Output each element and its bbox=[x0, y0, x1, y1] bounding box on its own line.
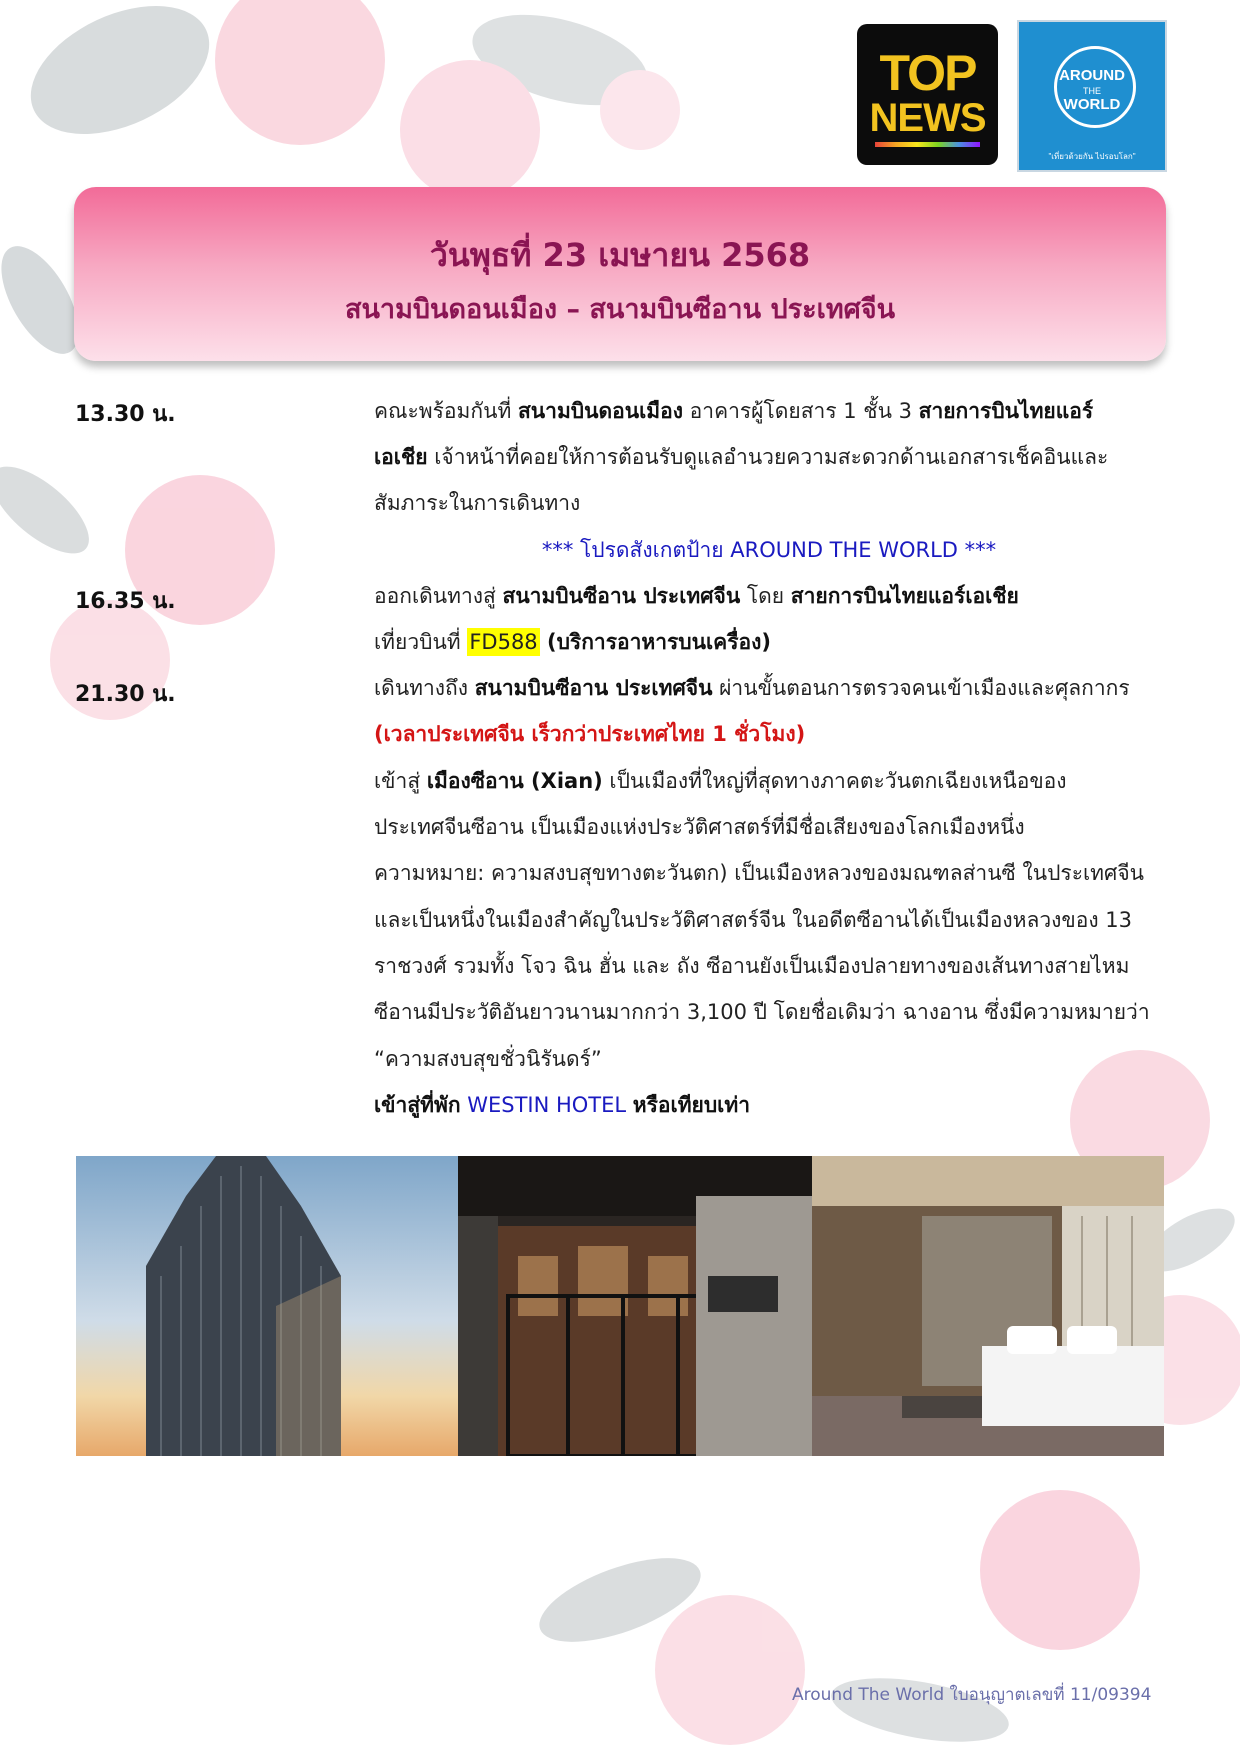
hotel-exterior-photo bbox=[76, 1156, 458, 1456]
place-name: สนามบินซีอาน ประเทศจีน bbox=[474, 676, 713, 700]
day-banner bbox=[74, 187, 1166, 361]
text-span: โดย bbox=[740, 584, 791, 608]
hotel-suffix: หรือเทียบเท่า bbox=[632, 1093, 750, 1117]
text-span: คณะพร้อมกันที่ bbox=[374, 399, 518, 423]
itinerary-line: และเป็นหนึ่งในเมืองสำคัญในประวัติศาสตร์จีน ในอดีตซีอานได้เป็นเมืองหลวงของ 13 bbox=[374, 908, 1132, 932]
day-date: วันพุธที่ 23 เมษายน 2568 bbox=[429, 236, 811, 274]
text-span: เป็นเมืองที่ใหญ่ที่สุดทางภาคตะวันตกเฉียงเหนือของ bbox=[602, 769, 1067, 793]
topnews-logo-line2: NEWS bbox=[869, 96, 986, 140]
hotel-entrance-photo bbox=[458, 1156, 812, 1456]
hotel-prefix: เข้าสู่ที่พัก bbox=[374, 1093, 461, 1117]
meal-note: (บริการอาหารบนเครื่อง) bbox=[539, 630, 771, 654]
itinerary-line bbox=[374, 627, 1164, 657]
airline-name: เอเชีย bbox=[374, 445, 428, 469]
sign-notice: *** โปรดสังเกตป้าย AROUND THE WORLD *** bbox=[541, 538, 997, 562]
topnews-logo-stripe bbox=[875, 142, 980, 147]
itinerary-line bbox=[374, 442, 1164, 472]
hotel-line bbox=[374, 1090, 1164, 1120]
airline-name: สายการบินไทยแอร์ bbox=[918, 399, 1094, 423]
text-span: อาคารผู้โดยสาร 1 ชั้น 3 bbox=[682, 399, 919, 423]
topnews-logo-line1: TOP bbox=[879, 45, 976, 101]
hotel-room-photo bbox=[812, 1156, 1164, 1456]
itinerary-line bbox=[374, 396, 1164, 426]
atw-logo-line2: THE bbox=[1083, 86, 1101, 96]
flight-number: FD588 bbox=[469, 630, 538, 654]
itinerary-line: “ความสงบสุขชั่วนิรันดร์” bbox=[374, 1047, 602, 1071]
itinerary-line: ราชวงศ์ รวมทั้ง โจว ฉิน ฮั่น และ ถัง ซีอานยังเป็นเมืองปลายทางของเส้นทางสายไหม bbox=[374, 954, 1130, 978]
itinerary-line: ความหมาย: ความสงบสุขทางตะวันตก) เป็นเมืองหลวงของมณฑลส่านซี ในประเทศจีน bbox=[374, 861, 1144, 885]
atw-logo-line3: WORLD bbox=[1063, 96, 1121, 113]
itinerary-line: ประเทศจีนซีอาน เป็นเมืองแห่งประวัติศาสตร์ที่มีชื่อเสียงของโลกเมืองหนึ่ง bbox=[374, 815, 1025, 839]
atw-logo-tagline: "เที่ยวด้วยกัน ไปรอบโลก" bbox=[1048, 152, 1136, 161]
text-span: เที่ยวบินที่ bbox=[374, 630, 468, 654]
itinerary-line bbox=[374, 581, 1164, 611]
atw-logo-line1: AROUND bbox=[1059, 67, 1125, 84]
text-span: ออกเดินทางสู่ bbox=[374, 584, 503, 608]
text-span: เจ้าหน้าที่คอยให้การต้อนรับดูแลอำนวยความสะดวกด้านเอกสารเช็คอินและ bbox=[427, 445, 1109, 469]
city-name: เมืองซีอาน (Xian) bbox=[426, 769, 603, 793]
itinerary-line bbox=[374, 673, 1164, 703]
time-1: 13.30 น. bbox=[75, 402, 176, 427]
hotel-name: WESTIN HOTEL bbox=[460, 1093, 633, 1117]
text-span: เดินทางถึง bbox=[374, 676, 475, 700]
time-3: 21.30 น. bbox=[75, 682, 176, 707]
text-span: เข้าสู่ bbox=[374, 769, 427, 793]
license-footer: Around The World ใบอนุญาตเลขที่ 11/09394 bbox=[792, 1685, 1152, 1705]
topnews-logo bbox=[857, 24, 998, 165]
itinerary-line: ซีอานมีประวัติอันยาวนานมากกว่า 3,100 ปี โดยชื่อเดิมว่า ฉางอาน ซึ่งมีความหมายว่า bbox=[374, 1000, 1150, 1024]
place-name: สนามบินซีอาน ประเทศจีน bbox=[502, 584, 741, 608]
airline-name: สายการบินไทยแอร์เอเชีย bbox=[790, 584, 1019, 608]
flower-decoration-bottom bbox=[500, 1480, 1240, 1753]
time-2: 16.35 น. bbox=[75, 589, 176, 614]
around-the-world-logo bbox=[1017, 20, 1167, 172]
itinerary-line: สัมภาระในการเดินทาง bbox=[374, 491, 581, 515]
text-span: ผ่านขั้นตอนการตรวจคนเข้าเมืองและศุลกากร bbox=[712, 676, 1130, 700]
day-route: สนามบินดอนเมือง – สนามบินซีอาน ประเทศจีน bbox=[344, 294, 896, 325]
place-name: สนามบินดอนเมือง bbox=[517, 399, 683, 423]
timezone-note: (เวลาประเทศจีน เร็วกว่าประเทศไทย 1 ชั่วโมง) bbox=[374, 722, 806, 746]
itinerary-line bbox=[374, 766, 1164, 796]
